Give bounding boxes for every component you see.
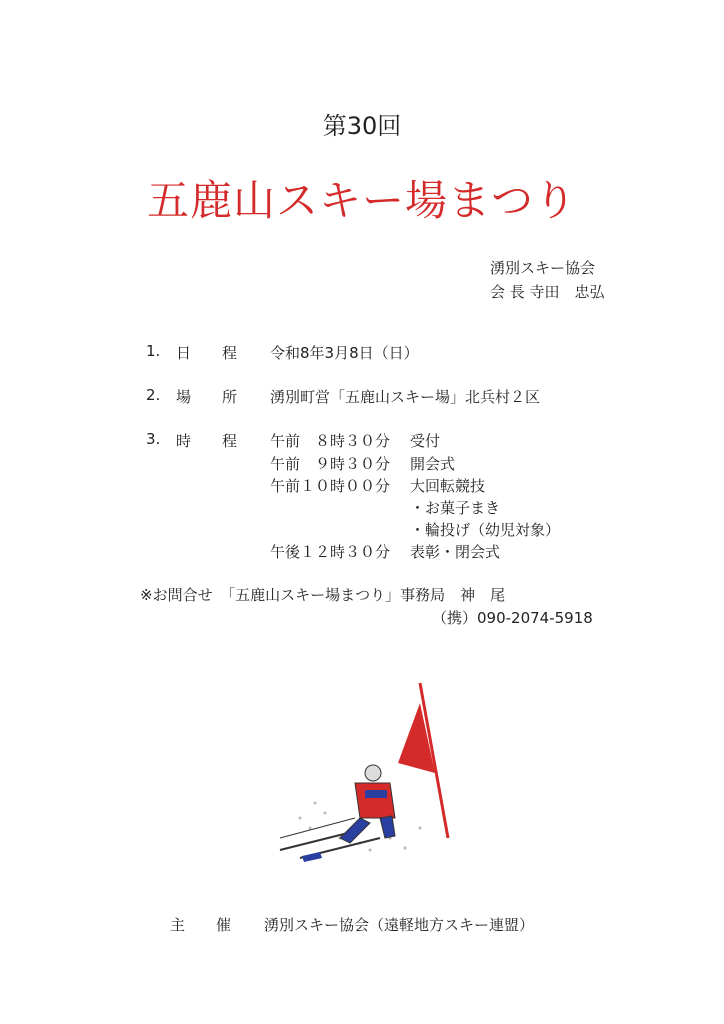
item-number: 2. (146, 386, 161, 404)
organizer-name: 湧別スキー協会 (490, 259, 596, 277)
schedule-event: 大回転競技 (410, 477, 486, 495)
organizer-block (490, 256, 605, 304)
item-key: 場 (176, 388, 192, 406)
item-number: 1. (146, 342, 161, 360)
item-key: 日 (176, 344, 192, 362)
schedule-event: 表彰・閉会式 (410, 543, 501, 561)
item-key: 時 (176, 432, 192, 450)
item-value: 令和8年3月8日（日） (270, 344, 419, 362)
item-value: 湧別町営「五鹿山スキー場」北兵村２区 (270, 388, 541, 406)
schedule-event: ・お菓子まき (410, 499, 501, 517)
contact-label: ※お問合せ 「五鹿山スキー場まつり」事務局 神 尾 (140, 586, 506, 604)
schedule-time: 午後１２時３０分 (270, 543, 391, 561)
schedule-time: 午前 ９時３０分 (270, 455, 391, 473)
item-key: 程 (222, 344, 238, 362)
schedule-event: 受付 (410, 432, 441, 450)
contact-phone: （携）090-2074-5918 (432, 609, 593, 627)
skier-illustration (270, 678, 470, 868)
schedule-time: 午前 ８時３０分 (270, 432, 391, 450)
schedule-time: 午前１０時００分 (270, 477, 391, 495)
schedule-event: 開会式 (410, 455, 456, 473)
event-title: 五鹿山スキー場まつり (146, 176, 577, 225)
item-key: 程 (222, 432, 238, 450)
host-key: 主 (170, 916, 186, 934)
host-value: 湧別スキー協会（遠軽地方スキー連盟） (264, 916, 535, 934)
item-number: 3. (146, 430, 161, 448)
item-key: 所 (222, 388, 238, 406)
edition-label: 第30回 (322, 112, 402, 140)
host-key: 催 (216, 916, 232, 934)
organizer-chair: 会 長 寺田 忠弘 (490, 283, 605, 301)
schedule-event: ・輪投げ（幼児対象） (410, 521, 561, 539)
